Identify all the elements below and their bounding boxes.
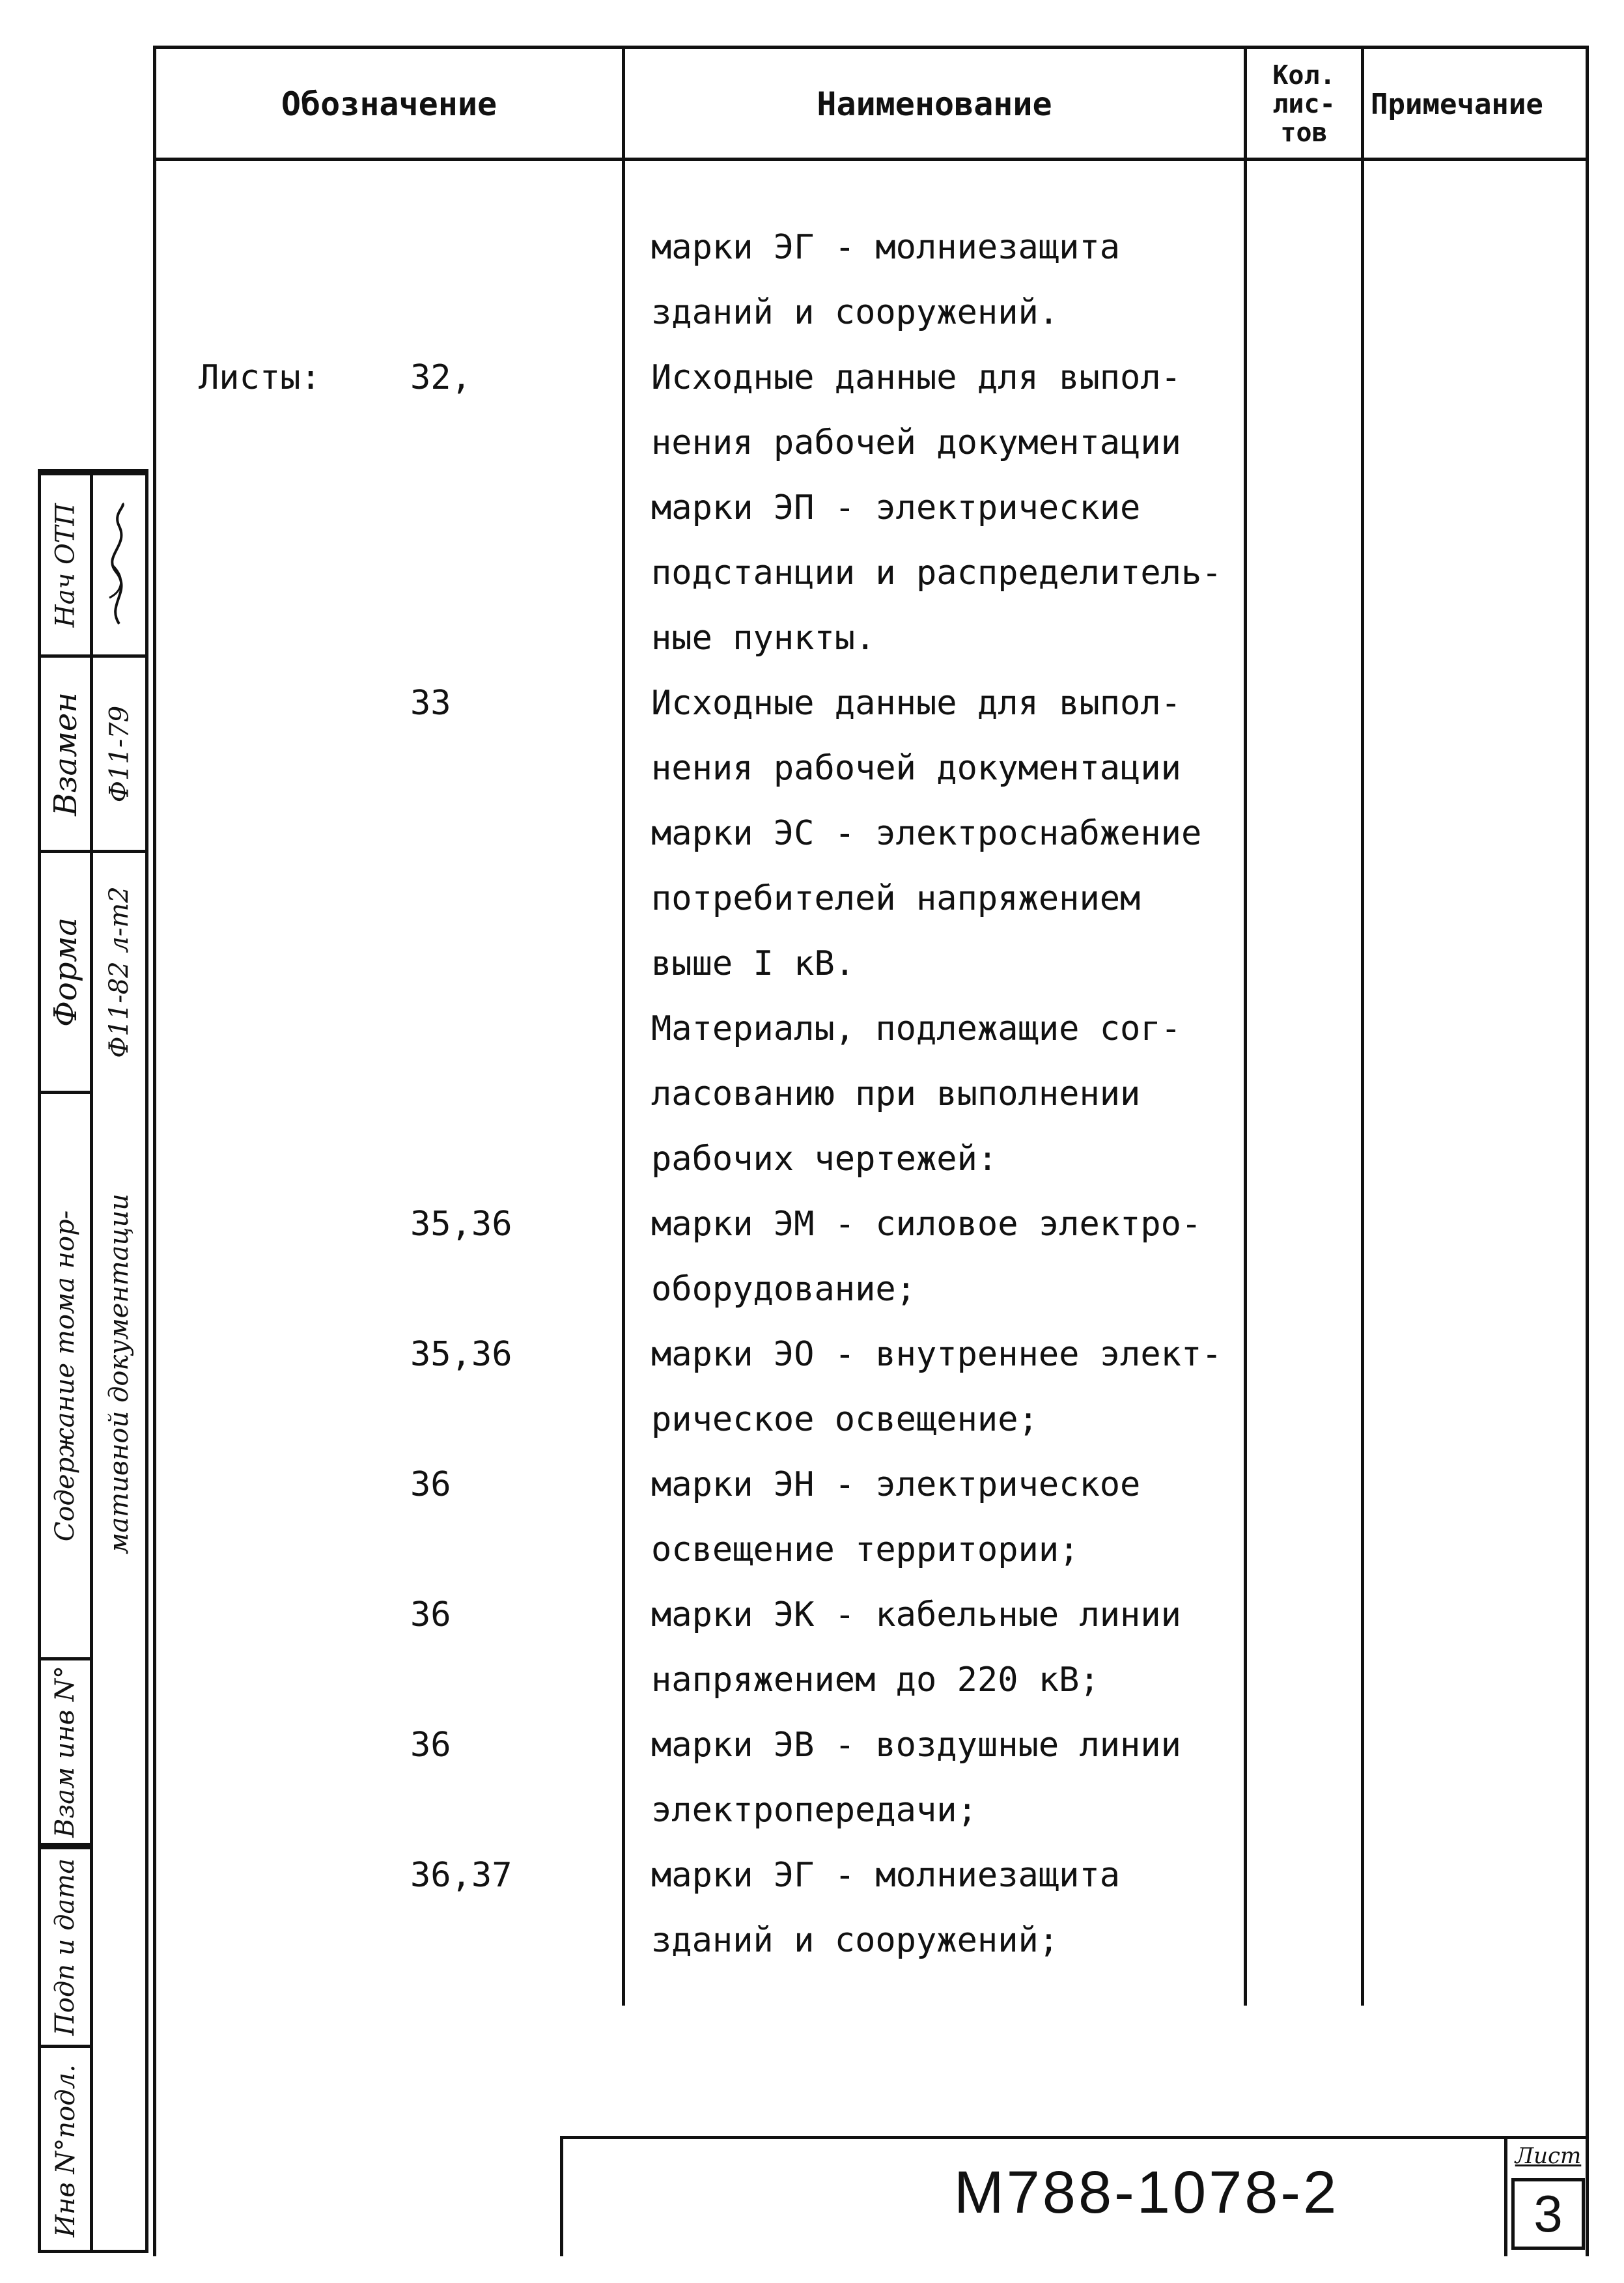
stamp-content (41, 1091, 90, 1657)
stamp-content-line2: мативной документации (104, 1194, 134, 1554)
stamp-podp-data-text: Подп и дата (50, 1858, 81, 2036)
stamp-forma-code-text: Ф11-82 л-т2 (104, 886, 134, 1058)
header-note: Примечание (1371, 87, 1543, 121)
row-text: оборудование; (651, 1270, 916, 1309)
sheet-number: 3 (1511, 2178, 1585, 2250)
stamp-signature (93, 472, 145, 654)
row-text: напряжением до 220 кВ; (651, 1660, 1100, 1700)
header-designation: Обозначение (281, 85, 497, 123)
stamp-podp-data (41, 1846, 90, 2048)
row-text: нения рабочей документации (651, 423, 1181, 462)
row-text: марки ЭН - электрическое (651, 1465, 1141, 1504)
row-text: ласованию при выполнении (651, 1074, 1141, 1113)
column-divider-3 (1361, 46, 1364, 2006)
stamp-forma-text: Форма (47, 917, 84, 1027)
sheets-label: Листы: (199, 358, 321, 397)
row-text: марки ЭО - внутреннее элект- (651, 1335, 1222, 1374)
row-text: рабочих чертежей: (651, 1140, 998, 1179)
stamp-nach-otp (41, 472, 90, 654)
row-text: марки ЭП - электрические (651, 488, 1141, 527)
row-text: нения рабочей документации (651, 749, 1181, 788)
row-sheet-ref: 33 (410, 684, 451, 723)
row-sheet-ref: 36 (410, 1465, 451, 1504)
row-text: марки ЭГ - молниезащита (651, 1856, 1121, 1895)
row-text: марки ЭМ - силовое электро- (651, 1205, 1202, 1244)
row-text: рическое освещение; (651, 1400, 1039, 1439)
row-text: зданий и сооружений. (651, 293, 1059, 332)
row-text: марки ЭС - электроснабжение (651, 814, 1202, 853)
row-text: марки ЭК - кабельные линии (651, 1595, 1181, 1634)
row-sheet-ref: 36 (410, 1595, 451, 1634)
column-divider-2 (1244, 46, 1247, 2006)
row-text: подстанции и распределитель- (651, 553, 1222, 593)
stamp-vzamen (41, 654, 90, 850)
row-text: ные пункты. (651, 619, 876, 658)
row-text: зданий и сооружений; (651, 1921, 1059, 1960)
sheet-box (1504, 2139, 1589, 2256)
side-stamp (38, 469, 148, 2253)
row-text: Исходные данные для выпол- (651, 684, 1181, 723)
stamp-forma (41, 850, 90, 1091)
row-sheet-ref: 32, (410, 358, 471, 397)
row-text: потребителей напряжением (651, 879, 1141, 918)
stamp-inv-podl (41, 2048, 90, 2253)
row-sheet-ref: 35,36 (410, 1335, 512, 1374)
row-sheet-ref: 36,37 (410, 1856, 512, 1895)
stamp-content-2 (93, 1091, 145, 1657)
row-text: выше I кВ. (651, 944, 856, 983)
stamp-content-line1: Содержание тома нор- (50, 1210, 81, 1541)
stamp-forma-code (93, 850, 145, 1091)
row-text: освещение территории; (651, 1530, 1080, 1569)
stamp-inv-podl-text: Инв N°подл. (50, 2064, 81, 2237)
row-text: Материалы, подлежащие сог- (651, 1009, 1181, 1048)
signature-mark (100, 500, 139, 630)
row-sheet-ref: 35,36 (410, 1205, 512, 1244)
header-name: Наименование (817, 85, 1052, 123)
stamp-vzamen-text: Взамен (47, 692, 84, 816)
header-count (1247, 49, 1361, 160)
stamp-vzamen-code (93, 654, 145, 850)
document-code: М788-1078-2 (954, 2159, 1339, 2226)
row-text: электропередачи; (651, 1791, 977, 1830)
row-text: марки ЭВ - воздушные линии (651, 1726, 1181, 1765)
column-divider-1 (622, 46, 625, 2006)
row-text: марки ЭГ - молниезащита (651, 228, 1121, 267)
stamp-vzam-inv-text: Взам инв N° (50, 1665, 81, 1838)
title-block (560, 2136, 1589, 2256)
stamp-vzamen-code-text: Ф11-79 (104, 705, 135, 802)
stamp-vzam-inv (41, 1657, 90, 1846)
sheet-label: Лист (1515, 2143, 1582, 2169)
header-count-text: Кол. лис- тов (1272, 61, 1336, 148)
row-sheet-ref: 36 (410, 1726, 451, 1765)
row-text: Исходные данные для выпол- (651, 358, 1181, 397)
stamp-nach-otp-text: Нач ОТП (50, 503, 81, 627)
